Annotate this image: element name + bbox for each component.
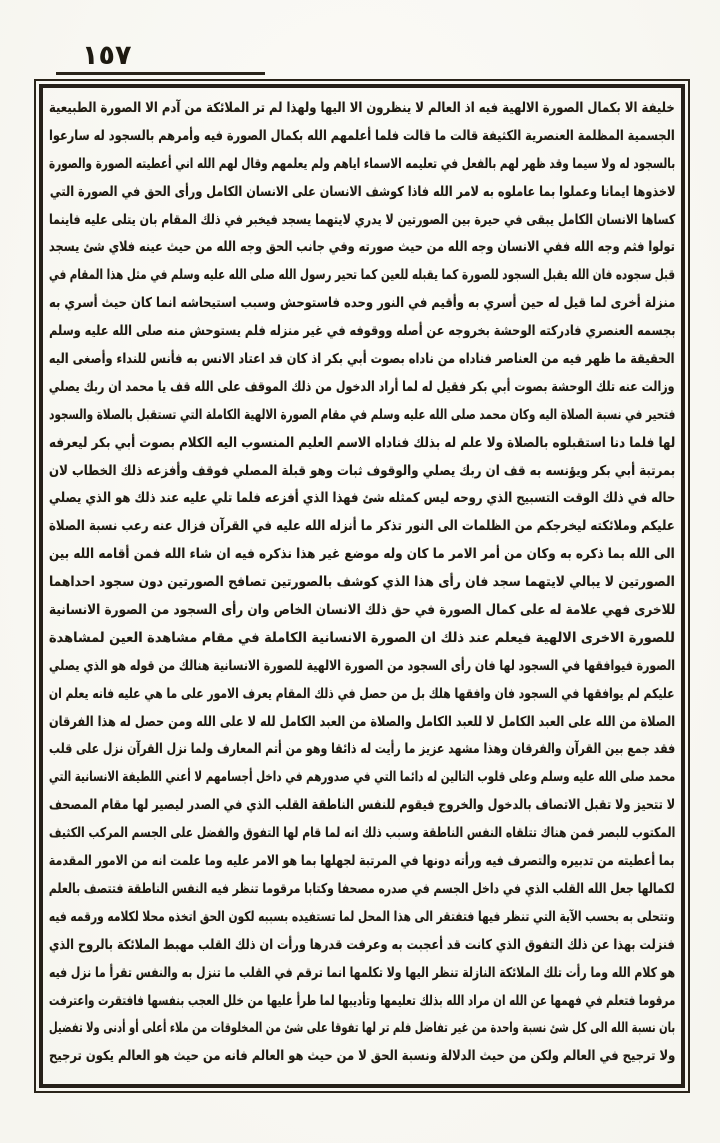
- text-line: كساها الانسان الكامل يبقى في حيرة بين الصورتين لا يدري لايتهما يسجد فيخبر في ذلك المقام بان يتلى عليه فاينما: [48, 211, 675, 228]
- text-line: حاله في ذلك الوقت التسبيح الذي روحه ليس كمثله شئ فهذا الذي أفزعه فلما تلي عليه عند ذلك هو الذي يصلي: [48, 490, 675, 507]
- text-line: بان نسبة الله الى كل شئ نسبة واحدة من غير تفاضل فلم تر لها تفوقا على شئ من المخلوقات من ملاء أعلى أو أدنى ولا تفضيل: [48, 1020, 675, 1037]
- text-line: بالسجود له ولا سيما وقد ظهر لهم بالفعل في تعليمه الاسماء اياهم ولم يعلمهم وقال لهم الله اني أعطيته الصورة والصورة: [48, 155, 675, 172]
- text-line: للصورة الاخرى الالهية فيعلم عند ذلك ان الصورة الانسانية الكاملة في مقام مشاهدة العين لمشاهدة: [49, 629, 675, 646]
- text-line: محمد صلى الله عليه وسلم وعلى قلوب التالين له دائما التي في صدورهم في داخل أجسامهم لا أعني اللطيفة الانسانية التي: [48, 769, 675, 786]
- text-line: الصلاة من الله على العبد الكامل لا للعبد الكامل والصلاة من العبد الكامل لله لا على الله ومن حصل له هذا الفرقان: [48, 713, 675, 730]
- text-line: فقد جمع بين القرآن والفرقان وهذا مشهد عزيز ما رأيت له ذائقا وهو من أتم المعارف ولما نزل القرآن نزل على قلب: [48, 741, 675, 758]
- text-frame-inner: [39, 84, 685, 1088]
- text-line: تولوا فثم وجه الله ففي الانسان وجه الله من حيث صورته وفي جانب الحق وجه الله من حيث عينه فلاي شئ يسجد: [49, 239, 675, 256]
- text-line: مرقوما فتعلم في فهمها عن الله ان مراد الله بذلك تعليمها وتأديبها لما طرأ عليها من خلل العجب بنفسها فافتقرت واعترفت: [48, 992, 675, 1009]
- text-frame-outer: [34, 79, 690, 1093]
- text-line: فنزلت بهذا عن ذلك التفوق الذي كانت قد أعجبت به وعرفت قدرها ورأت ان ذلك القلب مهبط الملائكة بالروح الذي: [49, 936, 675, 953]
- text-line: للاخرى فهي علامة له على كمال الصورة في حق ذلك الانسان الخاص وان رأى السجود من الصورة الانسانية: [48, 602, 675, 619]
- page-text: [43, 88, 681, 1084]
- text-line: الصورة فيوافقها في السجود لها فان رأى السجود من الصورة الالهية للصورة الانسانية هنالك من قوله هو الذي يصلي: [48, 657, 675, 674]
- text-line: قبل سجوده فان الله يقبل السجود للصورة كما يقبله للعين كما تحير رسول الله صلى الله عليه وسلم في مثل هذا المقام في: [48, 267, 675, 284]
- text-line: الى الله بما ذكره به وكان من أمر الامر ما كان وله موضع غير هذا نذكره فيه ان شاء الله فمن أقامه الله بين: [49, 546, 675, 563]
- text-line: فتحير في نسبة الصلاة اليه وكان محمد صلى الله عليه وسلم في مقام الصورة الالهية الكاملة التي تستقبل بالصلاة والسجود: [48, 406, 675, 423]
- text-line: هو كلام الله وما رأت تلك الملائكة النازلة تنظر اليها ولا تكلمها انما ترقم في القلب ما تنزل به والنفس تقرأ ما نزل فيه: [48, 964, 675, 981]
- page-number-rule: [56, 72, 265, 75]
- text-line: منزلة أخرى لما قيل له حين أسري به وأقيم في النور وحده فاستوحش وسبب استيحاشه انما كان حيث أسري به: [48, 295, 675, 312]
- text-line: لا تتحيز ولا تقبل الاتصاف بالدخول والخروج فيقوم للنفس الناطقة القلب الذي في الصدر ليصير لها مقام المصحف: [48, 797, 675, 814]
- text-line: لها فلما دنا استقبلوه بالصلاة ولا علم له بذلك فناداه الاسم العليم المنسوب اليه الكلام بصوت أبي بكر ليعرفه: [48, 434, 675, 451]
- text-line: بمرتبة أبي بكر ويؤنسه به قف ان ربك يصلي والوقوف ثبات وهو قبلة المصلي فوقف وأفزعه ذلك الخطاب لان: [48, 462, 675, 479]
- text-line: لكمالها جعل الله القلب الذي في داخل الجسم في صدره مصحفا وكتابا مرقوما تنظر فيه النفس الناطقة فتتصف بالعلم: [49, 880, 675, 897]
- text-line: الصورتين لا يبالي لايتهما سجد فان رأى هذا الذي كوشف بالصورتين تصافح الصورتين دون سجود احداهما: [49, 574, 675, 591]
- text-line: الحقيقة ما ظهر فيه من العناصر فناداه من ناداه بصوت أبي بكر اذ كان قد اعتاد الانس به فأنس للنداء وأصغى اليه: [49, 351, 675, 368]
- text-line: ولا ترجيح في العالم ولكن من حيث الدلالة ونسبة الحق لا من حيث هو العالم فانه من حيث هو العالم يكون ترجيح: [48, 1048, 675, 1065]
- text-line: الجسمية المظلمة العنصرية الكثيفة قالت ما قالت فلما أعلمهم الله بكمال الصورة فيه وأمرهم بالسجود له سارعوا: [49, 127, 675, 144]
- text-line: عليكم لم يوافقها في السجود فان وافقها هلك بل من حصل في ذلك المقام يعرف الامور على ما هي عليه فانه يعلم ان: [49, 685, 675, 702]
- text-line: خليفة الا بكمال الصورة الالهية فيه اذ العالم لا ينظرون الا اليها ولهذا لم تر الملائكة من آدم الا الصورة الطبيعية: [49, 100, 675, 116]
- text-line: وتتحلى به بحسب الآية التي تنظر فيها فتفتقر الى هذا المحل لما تستفيده بسببه لكون الحق اتخذه محلا لكلامه ورقمه فيه: [49, 908, 675, 925]
- text-line: المكتوب للبصر فمن هناك تتلقاه النفس الناطقة وسبب ذلك انه لما قام لها التفوق والفضل على الجسم المركب الكثيف: [48, 825, 675, 842]
- text-line: عليكم وملائكته ليخرجكم من الظلمات الى النور تذكر ما أنزله الله عليه في القرآن فزال عنه رعب نسبة الصلاة: [49, 518, 675, 535]
- text-line: بجسمه العنصري فادركته الوحشة بخروجه عن أصله ووقوفه في غير منزله فلم يستوحش منه صلى الله عليه وسلم: [48, 323, 675, 340]
- text-line: لاخذوها ايمانا وعملوا بما عاملوه به لامر الله فاذا كوشف الانسان على الانسان الكامل ورأى الحق في الصورة التي: [49, 183, 675, 200]
- text-line: بما أعطيته من تدبيره والتصرف فيه ورأته دونها في المرتبة لجهلها بما هو الامر عليه وما علمت انه من الامور المقدمة: [49, 853, 675, 870]
- page-number: ١٥٧: [82, 40, 132, 71]
- text-line: وزالت عنه تلك الوحشة بصوت أبي بكر فقيل له لما أراد الدخول من ذلك الموقف على الله قف يا محمد ان ربك يصلي: [49, 378, 675, 395]
